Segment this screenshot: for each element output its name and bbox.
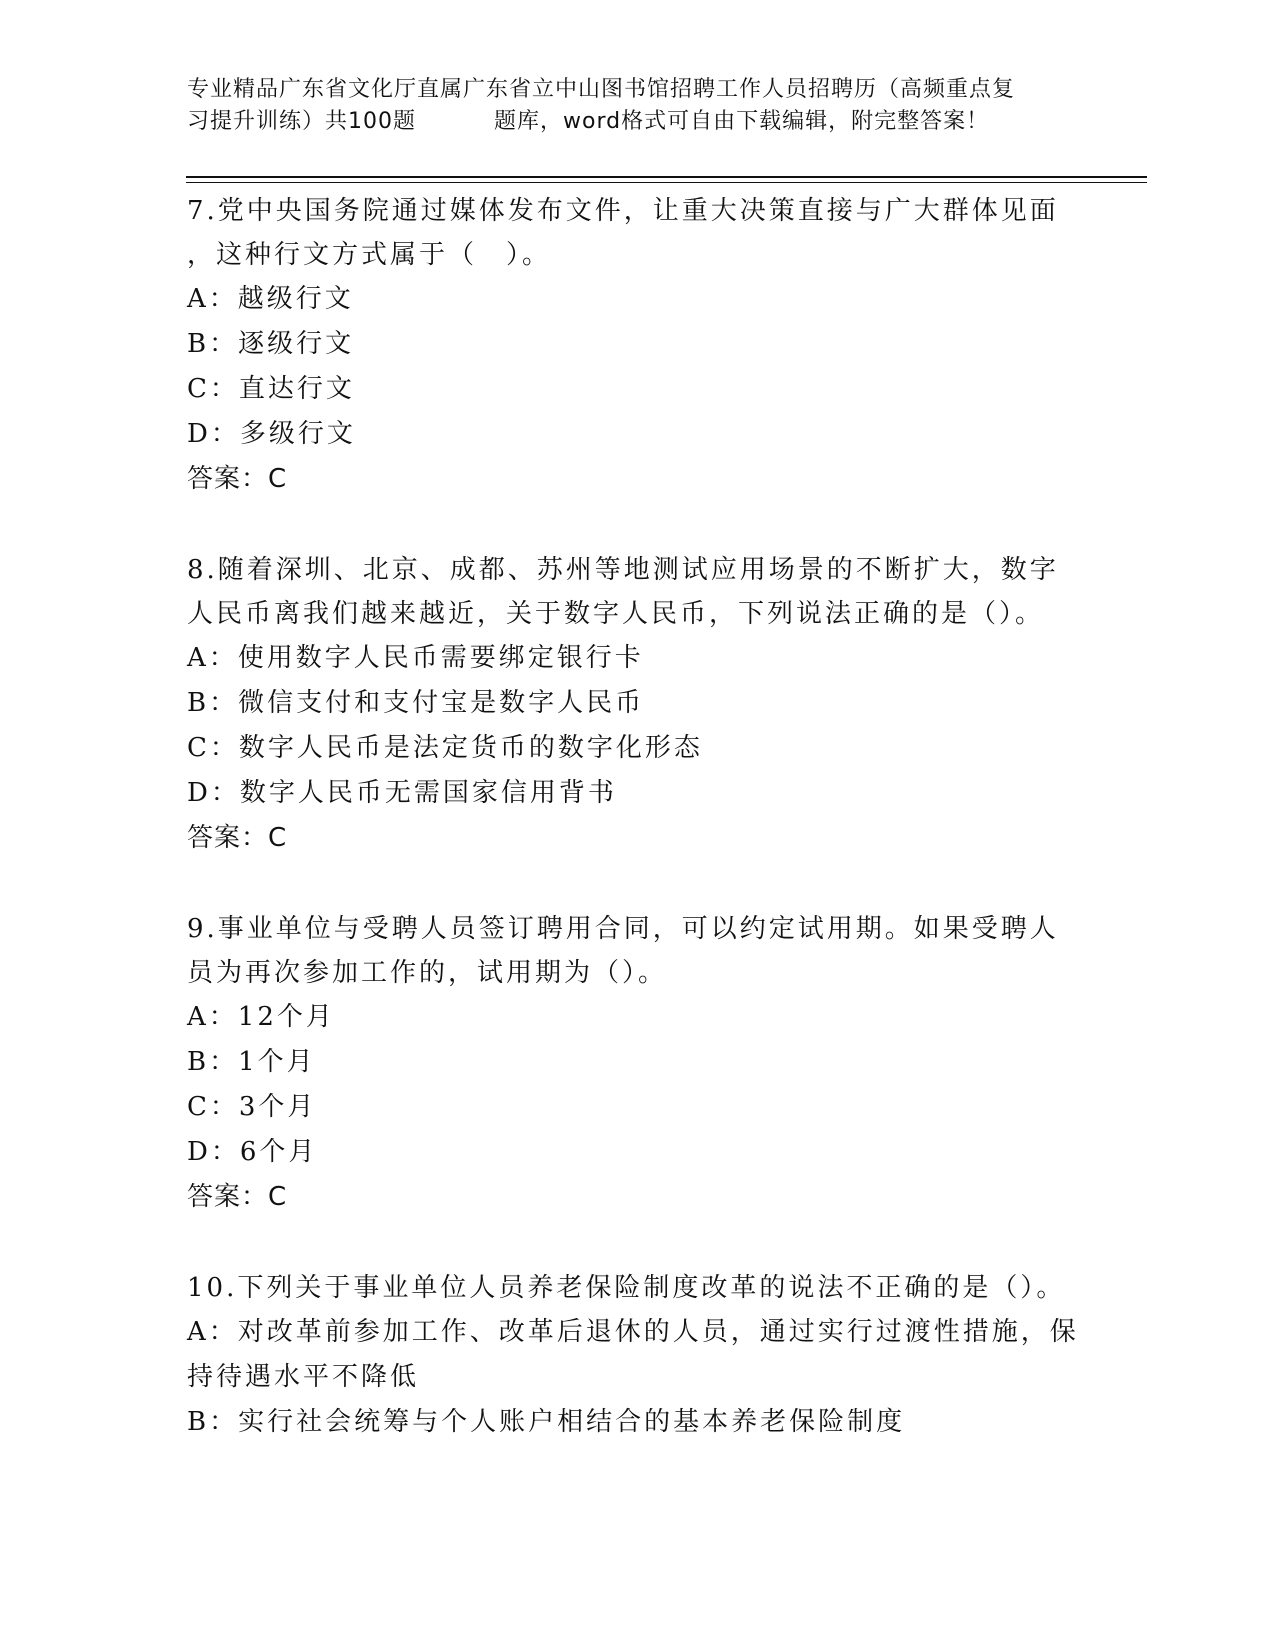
header-line-2 (187, 106, 1087, 138)
header-line-2-part-1: 习提升训练）共100题 (187, 109, 416, 134)
option-a: A：12个月 (187, 1002, 335, 1032)
header-divider-thick (186, 176, 1147, 178)
question-text: 员为再次参加工作的，试用期为（）。 (187, 958, 668, 988)
question-text: 8.随着深圳、北京、成都、苏州等地测试应用场景的不断扩大，数字 (187, 555, 1059, 585)
answer-label: 答案：C (187, 823, 288, 853)
question-7 (187, 189, 1087, 502)
question-text: 10.下列关于事业单位人员养老保险制度改革的说法不正确的是（）。 (187, 1273, 1066, 1303)
option-d: D：多级行文 (187, 419, 356, 449)
option-a: A：越级行文 (187, 284, 354, 314)
header-line-1: 专业精品广东省文化厅直属广东省立中山图书馆招聘工作人员招聘历（高频重点复 (187, 77, 1016, 102)
option-d: D：6个月 (187, 1137, 318, 1167)
option-a: A：对改革前参加工作、改革后退休的人员，通过实行过渡性措施，保持待遇水平不降低 (187, 1317, 1079, 1392)
answer-label: 答案：C (187, 1182, 288, 1212)
question-text: ，这种行文方式属于（ ）。 (187, 240, 552, 270)
question-text: 9.事业单位与受聘人员签订聘用合同，可以约定试用期。如果受聘人 (187, 914, 1059, 944)
document-header (187, 74, 1087, 138)
option-c: C：3个月 (187, 1092, 317, 1122)
answer-label: 答案：C (187, 464, 288, 494)
option-b: B：1个月 (187, 1047, 316, 1077)
option-b: B：微信支付和支付宝是数字人民币 (187, 688, 645, 718)
question-text: 人民币离我们越来越近，关于数字人民币，下列说法正确的是（）。 (187, 599, 1045, 629)
question-text: 7.党中央国务院通过媒体发布文件，让重大决策直接与广大群体见面 (187, 196, 1059, 226)
option-c: C：数字人民币是法定货币的数字化形态 (187, 733, 703, 763)
option-d: D：数字人民币无需国家信用背书 (187, 778, 617, 808)
question-9 (187, 907, 1087, 1220)
question-8 (187, 548, 1087, 861)
option-b: B：逐级行文 (187, 329, 355, 359)
header-divider-thin (186, 182, 1147, 183)
question-10 (187, 1266, 1087, 1445)
option-a: A：使用数字人民币需要绑定银行卡 (187, 643, 644, 673)
option-c: C：直达行文 (187, 374, 355, 404)
header-line-2-part-2: 题库，word格式可自由下载编辑，附完整答案！ (494, 109, 990, 134)
question-list (187, 189, 1087, 1445)
option-b: B：实行社会统筹与个人账户相结合的基本养老保险制度 (187, 1407, 906, 1437)
